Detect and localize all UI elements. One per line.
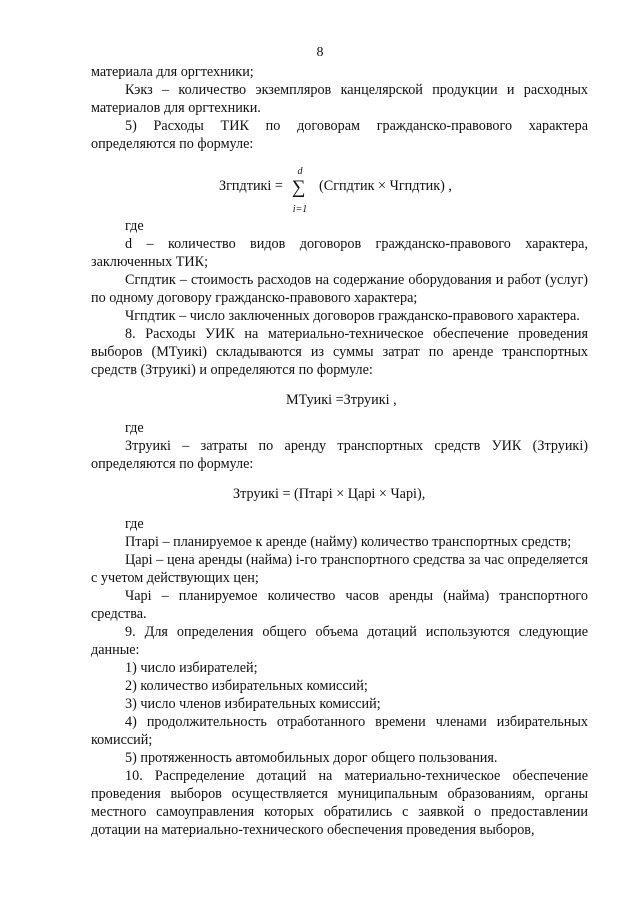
definition-char: Чарi – планируемое количество часов аренды (найма) транспортного средства. [91,588,588,622]
list-item: 3) число членов избирательных комиссий; [125,696,381,712]
definition-chgpd: Чгпдтик – число заключенных договоров гражданско-правового характера. [125,308,580,324]
definition-sgpd: Сгпдтик – стоимость расходов на содержание оборудования и работ (услуг) по одному договору гражданско-правового характера; [91,272,588,306]
list-item: 1) число избирателей; [125,660,258,676]
paragraph-item-10: 10. Распределение дотаций на материально-техническое обеспечение проведения выборов осуществляется муниципальным образованиям, органы местного самоуправления которых обратились с заявкой о предоставлении дотации на материально-технического обеспечения проведения выборов, [91,768,588,838]
paragraph-item-8: 8. Расходы УИК на материально-техническое обеспечение проведения выборов (МТуикi) складываются из суммы затрат по аренде транспортных средств (Зтруикi) и определяются по формуле: [91,326,588,378]
formula-mtuik [91,379,588,419]
formula-tik-contracts [91,153,588,217]
formula-mtuik-text: МТуикi =Зтруикi , [286,392,397,408]
where-label: где [125,218,144,234]
formula-ztruik-text: Зтруикi = (Птарi × Царi × Чарi), [233,486,426,502]
formula-rhs: (Сгпдтик × Чгпдтик) , [319,178,452,194]
sum-lower-limit: i=1 [292,204,308,215]
formula-ztruik [91,473,588,515]
list-item: 4) продолжительность отработанного времени членами избирательных комиссий; [91,714,588,748]
where-label: где [125,516,144,532]
paragraph-item-9: 9. Для определения общего объема дотаций используются следующие данные: [91,624,588,658]
list-item: 5) протяженность автомобильных дорог общего пользования. [125,750,498,766]
definition-tsar: Царi – цена аренды (найма) i-го транспортного средства за час определяется с учетом действующих цен; [91,552,588,586]
definition-d: d – количество видов договоров гражданско-правового характера, заключенных ТИК; [91,236,588,270]
paragraph-item-5: 5) Расходы ТИК по договорам гражданско-правового характера определяются по формуле: [91,118,588,152]
paragraph-kekz-definition: Кэкз – количество экземпляров канцелярской продукции и расходных материалов для оргтехники. [91,82,588,116]
list-item: 2) количество избирательных комиссий; [125,678,368,694]
definition-ztruik: Зтруикi – затраты по аренду транспортных средств УИК (Зтруикi) определяются по формуле: [91,438,588,472]
definition-ptar: Птарi – планируемое к аренде (найму) количество транспортных средств; [125,534,572,550]
formula-lhs: Згпдтикi = [219,178,283,194]
page-content [91,63,588,839]
where-label: где [125,420,144,436]
paragraph-continuation: материала для оргтехники; [91,64,254,80]
page-number: 8 [316,45,324,60]
sigma-symbol: ∑ [292,177,306,198]
sum-upper-limit: d [297,166,303,177]
